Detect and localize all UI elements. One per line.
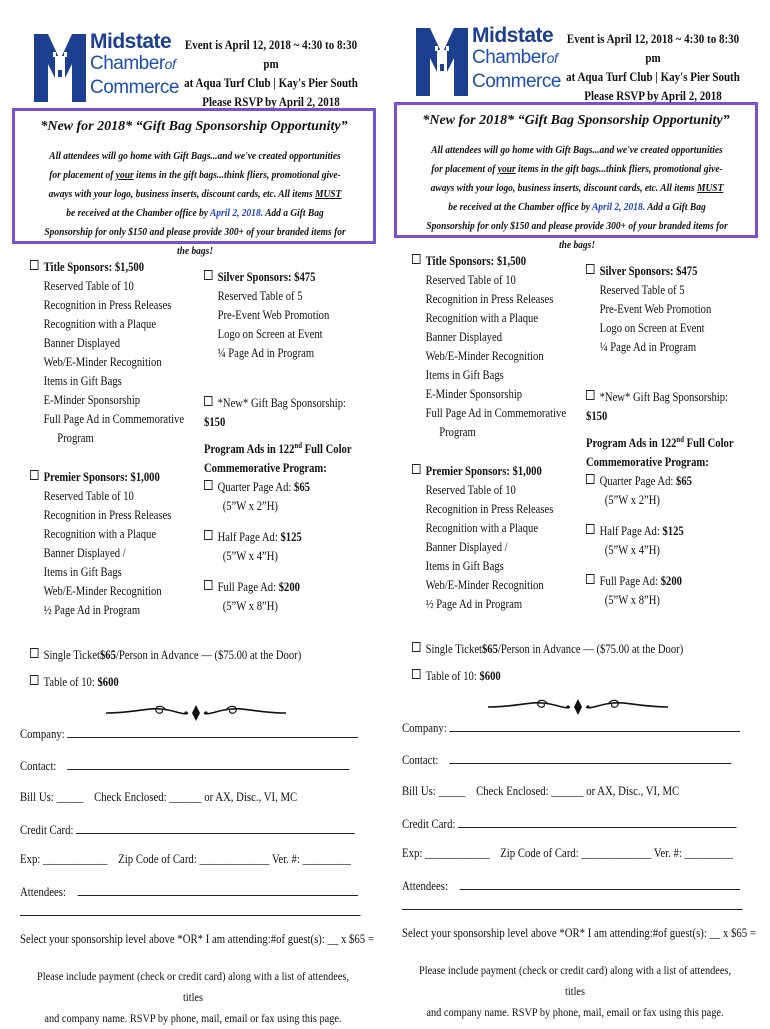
sponsor-benefit-item: Items in Gift Bags	[43, 565, 122, 579]
sponsor-benefit-item: Reserved Table of 10	[43, 279, 134, 293]
full-page-size: (5”W x 8”H)	[604, 593, 660, 608]
exp-row	[402, 846, 733, 861]
credit-card-row: Credit Card:	[402, 816, 737, 832]
attendees-field-2[interactable]	[20, 904, 361, 916]
exp-field[interactable]: Exp: ____________	[402, 846, 490, 860]
gift-bag-checkbox[interactable]	[204, 396, 213, 406]
half-page-size: (5”W x 4”H)	[604, 543, 660, 558]
premier-sponsor-block	[412, 462, 553, 614]
payment-instructions	[418, 960, 733, 1023]
sponsor-benefit-item: Reserved Table of 10	[425, 483, 516, 497]
program-ads-heading-2: Commemorative Program:	[586, 455, 709, 470]
premier-sponsor-heading: Premier Sponsors: $1,000	[412, 462, 553, 481]
sponsor-benefit-item: Recognition with a Plaque	[43, 527, 157, 541]
sponsor-benefit-item: E-Minder Sponsorship	[425, 387, 523, 401]
premier-sponsor-items	[412, 481, 553, 614]
sponsor-benefit-item: Web/E-Minder Recognition	[43, 355, 162, 369]
full-page-ad: Full Page Ad: $200	[586, 572, 734, 591]
sponsor-benefit-item: Pre-Event Web Promotion	[599, 302, 712, 316]
half-page-checkbox[interactable]	[586, 524, 595, 534]
event-rsvp-line: Please RSVP by April 2, 2018	[584, 89, 722, 103]
event-venue-line: at Aqua Turf Club | Kay's Pier South	[184, 76, 358, 90]
quarter-page-ad: Quarter Page Ad: $65	[204, 478, 352, 497]
premier-sponsor-heading: Premier Sponsors: $1,000	[30, 468, 171, 487]
attendees-row-2	[402, 898, 743, 914]
quarter-page-size: (5”W x 2”H)	[604, 493, 660, 508]
ticket-options	[30, 646, 301, 692]
attendees-row: Attendees:	[402, 878, 740, 894]
silver-sponsor-heading: Silver Sponsors: $475	[586, 262, 711, 281]
sponsor-benefit-item: Program	[439, 425, 476, 439]
contact-field[interactable]	[68, 758, 350, 770]
title-sponsor-block	[412, 252, 566, 442]
sponsor-benefit-item: Logo on Screen at Event	[217, 327, 323, 341]
attendees-row-2	[20, 904, 361, 920]
exp-row	[20, 852, 351, 867]
sponsor-benefit-item: Reserved Table of 5	[217, 289, 303, 303]
gift-bag-callout	[394, 102, 758, 251]
program-ads-block	[204, 436, 352, 616]
contact-row: Contact:	[402, 752, 732, 768]
title-sponsor-items	[412, 271, 566, 442]
table-checkbox[interactable]	[412, 669, 421, 679]
sponsor-benefit-item: Recognition with a Plaque	[425, 311, 539, 325]
table-option: Table of 10: $600	[412, 667, 683, 686]
credit-card-row: Credit Card:	[20, 822, 355, 838]
payment-instructions-line-1: Please include payment (check or credit card) along with a list of attendees, titles	[418, 963, 732, 998]
company-row: Company:	[20, 726, 358, 742]
silver-sponsor-items	[204, 287, 329, 363]
gift-bag-title: *New for 2018* “Gift Bag Sponsorship Opportunity”	[40, 119, 348, 134]
premier-sponsor-items	[30, 487, 171, 620]
attendees-field-2[interactable]	[402, 898, 743, 910]
billing-row	[20, 790, 297, 805]
title-sponsor-heading: Title Sponsors: $1,500	[412, 252, 566, 271]
sponsor-benefit-item: Banner Displayed /	[425, 540, 508, 554]
attendees-row: Attendees:	[20, 884, 358, 900]
sponsor-benefit-item: Full Page Ad in Commemorative	[43, 412, 185, 426]
sponsor-benefit-item: Items in Gift Bags	[425, 368, 504, 382]
logo-text-chamber: Chamberof	[90, 53, 176, 74]
silver-sponsor-block	[204, 268, 329, 363]
title-sponsor-checkbox[interactable]	[30, 260, 39, 270]
sponsor-benefit-item: Recognition in Press Releases	[425, 292, 554, 306]
gift-bag-option-line: *New* Gift Bag Sponsorship: $150	[204, 396, 346, 429]
logo-text-commerce: Commerce	[90, 77, 179, 98]
sponsor-benefit-item: ¼ Page Ad in Program	[217, 346, 315, 360]
event-date-line: Event is April 12, 2018 ~ 4:30 to 8:30 pm	[566, 32, 740, 65]
event-rsvp-line: Please RSVP by April 2, 2018	[202, 95, 340, 109]
quarter-page-checkbox[interactable]	[204, 480, 213, 490]
single-ticket-checkbox[interactable]	[30, 648, 39, 658]
sponsor-benefit-item: Full Page Ad in Commemorative	[425, 406, 567, 420]
program-ads-block	[586, 430, 734, 610]
title-sponsor-checkbox[interactable]	[412, 254, 421, 264]
sponsor-benefit-item: Recognition with a Plaque	[425, 521, 539, 535]
sponsor-benefit-item: Banner Displayed	[425, 330, 503, 344]
sponsor-benefit-item: Web/E-Minder Recognition	[425, 349, 544, 363]
single-ticket-checkbox[interactable]	[412, 642, 421, 652]
sponsor-benefit-item: Recognition in Press Releases	[43, 298, 172, 312]
premier-sponsor-checkbox[interactable]	[30, 470, 39, 480]
gift-bag-title: *New for 2018* “Gift Bag Sponsorship Opportunity”	[422, 113, 730, 128]
sponsor-benefit-item: Logo on Screen at Event	[599, 321, 705, 335]
silver-sponsor-block	[586, 262, 711, 357]
sponsorship-level-row: Select your sponsorship level above *OR* I am attending:#of guest(s): __ x $65 =	[402, 926, 756, 940]
gift-bag-description: All attendees will go home with Gift Bags...and we've created opportunities for placement of your items in the gift bags...think fliers, promotional give-aways with your logo, business inserts, discount cards, etc. All items MUST be received at the Chamber office by April 2, 2018. Add a Gift Bag Sponsorship for only $150 and please provide 300+ of your branded items for the bags!	[426, 144, 728, 251]
sponsor-benefit-item: Items in Gift Bags	[425, 559, 504, 573]
full-page-size: (5”W x 8”H)	[222, 599, 278, 614]
table-option: Table of 10: $600	[30, 673, 301, 692]
castle-tower-m-icon	[34, 30, 86, 102]
contact-row: Contact:	[20, 758, 350, 774]
logo-text-midstate: Midstate	[472, 24, 554, 47]
table-checkbox[interactable]	[30, 675, 39, 685]
sponsorship-level-row: Select your sponsorship level above *OR* I am attending:#of guest(s): __ x $65 =	[20, 932, 374, 946]
title-sponsor-items	[30, 277, 184, 448]
half-page-ad: Half Page Ad: $125	[586, 522, 734, 541]
attendees-field[interactable]	[77, 884, 357, 896]
sponsor-benefit-item: Banner Displayed	[43, 336, 121, 350]
payment-instructions-line-2: and company name. RSVP by phone, mail, email or fax using this page.	[426, 1005, 724, 1019]
sponsor-benefit-item: E-Minder Sponsorship	[43, 393, 141, 407]
chamber-logo	[416, 24, 561, 98]
event-date-line: Event is April 12, 2018 ~ 4:30 to 8:30 pm	[184, 38, 358, 71]
half-page-size: (5”W x 4”H)	[222, 549, 278, 564]
title-sponsor-block	[30, 258, 184, 448]
event-details	[179, 36, 364, 112]
flyer-copy-left	[6, 0, 378, 1024]
sponsor-benefit-item: ¼ Page Ad in Program	[599, 340, 697, 354]
quarter-page-size: (5”W x 2”H)	[222, 499, 278, 514]
billing-row	[402, 784, 679, 799]
sponsor-benefit-item: Web/E-Minder Recognition	[425, 578, 544, 592]
company-field[interactable]	[449, 720, 740, 732]
single-ticket-option: Single Ticket$65/Person in Advance — ($75.00 at the Door)	[30, 646, 301, 665]
exp-field[interactable]: Exp: ____________	[20, 852, 108, 866]
sponsor-benefit-item: ½ Page Ad in Program	[425, 597, 523, 611]
company-field[interactable]	[67, 726, 358, 738]
sponsor-benefit-item: Program	[57, 431, 94, 445]
gift-bag-description: All attendees will go home with Gift Bags...and we've created opportunities for placement of your items in the gift bags...think fliers, promotional give-aways with your logo, business inserts, discount cards, etc. All items MUST be received at the Chamber office by April 2, 2018. Add a Gift Bag Sponsorship for only $150 and please provide 300+ of your branded items for the bags!	[44, 150, 346, 257]
payment-instructions	[36, 966, 351, 1029]
half-page-checkbox[interactable]	[204, 530, 213, 540]
sponsor-benefit-item: Reserved Table of 10	[425, 273, 516, 287]
full-page-checkbox[interactable]	[586, 574, 595, 584]
chamber-logo	[34, 30, 179, 104]
program-ads-heading: Program Ads in 122nd Full Color	[204, 441, 352, 457]
gift-bag-option	[204, 394, 352, 432]
zip-ver-field[interactable]: Zip Code of Card: _____________ Ver. #: _________	[500, 846, 733, 860]
program-ads-heading-2: Commemorative Program:	[204, 461, 327, 476]
sponsor-benefit-item: Web/E-Minder Recognition	[43, 584, 162, 598]
sponsor-benefit-item: Recognition in Press Releases	[43, 508, 172, 522]
silver-sponsor-heading: Silver Sponsors: $475	[204, 268, 329, 287]
gift-bag-callout	[12, 108, 376, 257]
ticket-options	[412, 640, 683, 686]
castle-tower-m-icon	[416, 24, 468, 96]
title-sponsor-heading: Title Sponsors: $1,500	[30, 258, 184, 277]
quarter-page-checkbox[interactable]	[586, 474, 595, 484]
credit-card-field[interactable]	[76, 822, 355, 834]
credit-card-field[interactable]	[458, 816, 737, 828]
sponsor-benefit-item: Banner Displayed /	[43, 546, 126, 560]
bill-us-field[interactable]: Bill Us: _____	[402, 784, 466, 798]
scroll-ornament-icon	[96, 702, 296, 724]
full-page-checkbox[interactable]	[204, 580, 213, 590]
logo-text-commerce: Commerce	[472, 71, 561, 92]
full-page-ad: Full Page Ad: $200	[204, 578, 352, 597]
half-page-ad: Half Page Ad: $125	[204, 528, 352, 547]
scroll-ornament-icon	[478, 696, 678, 718]
sponsor-benefit-item: Pre-Event Web Promotion	[217, 308, 330, 322]
logo-text-chamber: Chamberof	[472, 47, 558, 68]
check-enclosed-field[interactable]: Check Enclosed: ______ or AX, Disc., VI, MC	[94, 790, 298, 804]
quarter-page-ad: Quarter Page Ad: $65	[586, 472, 734, 491]
sponsor-benefit-item: Reserved Table of 10	[43, 489, 134, 503]
sponsor-benefit-item: ½ Page Ad in Program	[43, 603, 141, 617]
premier-sponsor-checkbox[interactable]	[412, 464, 421, 474]
sponsor-benefit-item: Recognition in Press Releases	[425, 502, 554, 516]
payment-instructions-line-1: Please include payment (check or credit card) along with a list of attendees, titles	[36, 969, 350, 1004]
sponsor-benefit-item: Items in Gift Bags	[43, 374, 122, 388]
attendees-field[interactable]	[459, 878, 739, 890]
sponsor-benefit-item: Reserved Table of 5	[599, 283, 685, 297]
logo-text-midstate: Midstate	[90, 30, 172, 53]
bill-us-field[interactable]: Bill Us: _____	[20, 790, 84, 804]
zip-ver-field[interactable]: Zip Code of Card: _____________ Ver. #: _________	[118, 852, 351, 866]
contact-field[interactable]	[450, 752, 732, 764]
event-venue-line: at Aqua Turf Club | Kay's Pier South	[566, 70, 740, 84]
gift-bag-option	[586, 388, 734, 426]
premier-sponsor-block	[30, 468, 171, 620]
program-ads-heading: Program Ads in 122nd Full Color	[586, 435, 734, 451]
sponsor-benefit-item: Recognition with a Plaque	[43, 317, 157, 331]
company-row: Company:	[402, 720, 740, 736]
payment-instructions-line-2: and company name. RSVP by phone, mail, email or fax using this page.	[44, 1011, 342, 1025]
event-details	[561, 30, 746, 106]
check-enclosed-field[interactable]: Check Enclosed: ______ or AX, Disc., VI, MC	[476, 784, 680, 798]
gift-bag-option-line: *New* Gift Bag Sponsorship: $150	[586, 390, 728, 423]
flyer-copy-right	[388, 0, 760, 1018]
gift-bag-checkbox[interactable]	[586, 390, 595, 400]
single-ticket-option: Single Ticket$65/Person in Advance — ($75.00 at the Door)	[412, 640, 683, 659]
silver-sponsor-checkbox[interactable]	[204, 270, 213, 280]
silver-sponsor-items	[586, 281, 711, 357]
silver-sponsor-checkbox[interactable]	[586, 264, 595, 274]
